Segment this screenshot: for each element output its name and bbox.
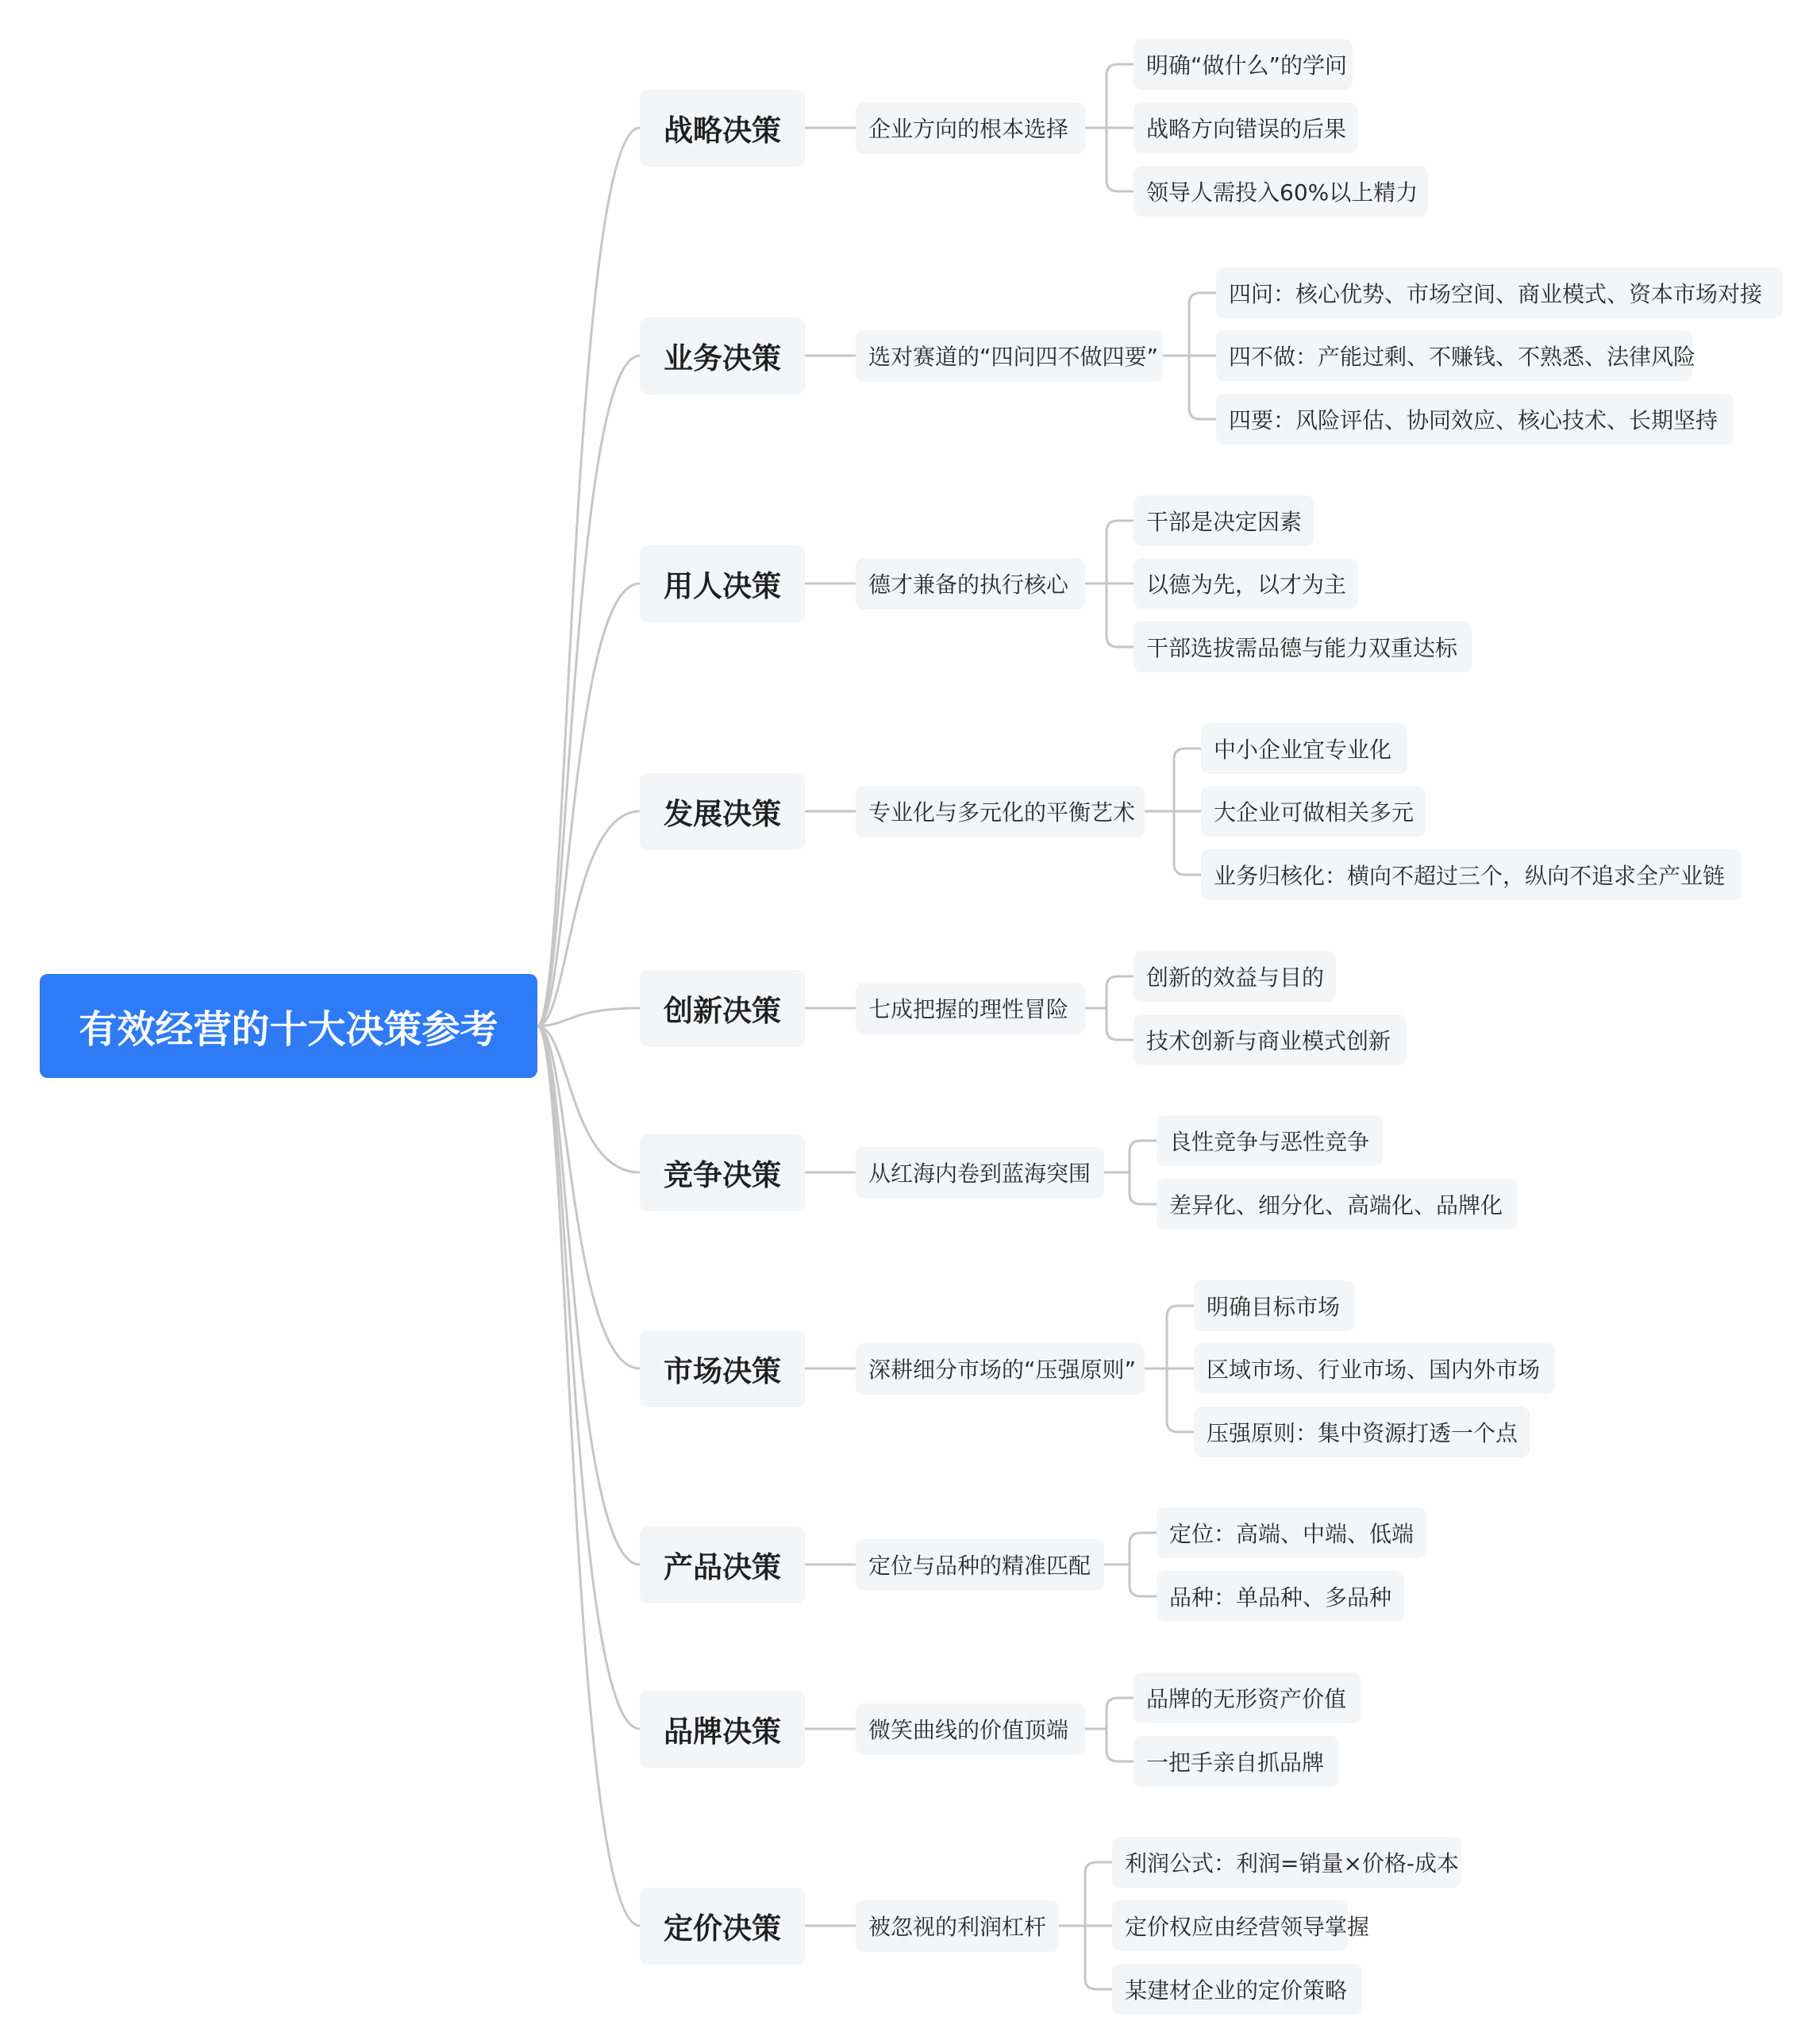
subtopic-label: 定位与品种的精准匹配 <box>868 1553 1091 1579</box>
subtopic-label: 企业方向的根本选择 <box>868 116 1069 142</box>
connector-line <box>1167 1368 1194 1432</box>
root-topic[interactable] <box>40 974 537 1078</box>
leaf-topic[interactable] <box>1134 951 1336 1002</box>
leaf-topic[interactable] <box>1134 1673 1361 1723</box>
connector-line <box>1107 976 1134 1008</box>
subtopic[interactable] <box>856 330 1163 382</box>
leaf-topic[interactable] <box>1157 1571 1404 1622</box>
leaf-topic-label: 区域市场、行业市场、国内外市场 <box>1207 1357 1541 1383</box>
leaf-topic[interactable] <box>1201 786 1426 837</box>
leaf-topic[interactable] <box>1134 622 1472 672</box>
connector-line <box>1107 64 1134 128</box>
branch-topic-label: 战略决策 <box>664 114 781 148</box>
connector-line <box>1174 749 1201 811</box>
leaf-topic[interactable] <box>1134 102 1358 153</box>
leaf-topic-label: 干部选拔需品德与能力双重达标 <box>1146 635 1458 661</box>
connector-line <box>1107 1008 1134 1040</box>
root-topic-label: 有效经营的十大决策参考 <box>79 1007 498 1052</box>
leaf-topic[interactable] <box>1112 1964 1362 2015</box>
leaf-topic[interactable] <box>1157 1179 1518 1230</box>
leaf-topic[interactable] <box>1201 849 1742 900</box>
connector-line <box>1107 128 1134 191</box>
branch-topic[interactable] <box>640 318 805 395</box>
leaf-topic[interactable] <box>1194 1343 1555 1394</box>
subtopic-label: 微笑曲线的价值顶端 <box>868 1717 1069 1743</box>
leaf-topic-label: 领导人需投入60%以上精力 <box>1146 179 1418 206</box>
leaf-topic-label: 品牌的无形资产价值 <box>1146 1686 1347 1712</box>
connector-line <box>537 1026 640 1927</box>
connector-line <box>1167 1306 1194 1368</box>
branch-topic[interactable] <box>640 1330 805 1407</box>
leaf-topic-label: 四不做：产能过剩、不赚钱、不熟悉、法律风险 <box>1229 344 1696 370</box>
subtopic[interactable] <box>856 1703 1085 1755</box>
leaf-topic-label: 四问：核心优势、市场空间、商业模式、资本市场对接 <box>1229 281 1763 307</box>
connector-line <box>1085 1862 1112 1926</box>
leaf-topic-label: 干部是决定因素 <box>1146 509 1303 535</box>
subtopic[interactable] <box>856 786 1145 837</box>
leaf-topic-label: 压强原则：集中资源打透一个点 <box>1207 1420 1518 1446</box>
subtopic-label: 从红海内卷到蓝海突围 <box>868 1161 1091 1187</box>
branch-topic[interactable] <box>640 1888 805 1965</box>
branch-topic-label: 品牌决策 <box>664 1715 781 1749</box>
branch-topic-label: 定价决策 <box>664 1911 781 1946</box>
leaf-topic[interactable] <box>1194 1407 1530 1457</box>
leaf-topic-label: 中小企业宜专业化 <box>1214 737 1392 763</box>
subtopic[interactable] <box>856 1900 1059 1952</box>
subtopic-label: 德才兼备的执行核心 <box>868 572 1069 598</box>
leaf-topic-label: 良性竞争与恶性竞争 <box>1169 1129 1370 1155</box>
connector-line <box>1130 1172 1157 1204</box>
leaf-topic-label: 以德为先，以才为主 <box>1146 572 1347 598</box>
leaf-topic[interactable] <box>1134 39 1353 90</box>
connector-line <box>1189 356 1216 419</box>
leaf-topic-label: 明确“做什么”的学问 <box>1146 52 1348 79</box>
connector-line <box>1130 1533 1157 1565</box>
subtopic[interactable] <box>856 102 1085 154</box>
connector-line <box>1107 583 1134 647</box>
connector-line <box>537 811 640 1026</box>
subtopic[interactable] <box>856 1147 1104 1199</box>
connector-line <box>537 356 640 1026</box>
leaf-topic[interactable] <box>1216 268 1783 318</box>
leaf-topic[interactable] <box>1134 1014 1407 1065</box>
branch-topic[interactable] <box>640 970 805 1047</box>
leaf-topic-label: 大企业可做相关多元 <box>1214 799 1414 826</box>
leaf-topic-label: 创新的效益与目的 <box>1146 964 1325 991</box>
branch-topic-label: 创新决策 <box>664 994 781 1028</box>
connector-line <box>1107 521 1134 583</box>
branch-topic-label: 产品决策 <box>664 1550 781 1584</box>
connector-line <box>537 1008 640 1026</box>
leaf-topic[interactable] <box>1216 330 1696 381</box>
leaf-topic-label: 业务归核化：横向不超过三个，纵向不追求全产业链 <box>1214 863 1726 889</box>
leaf-topic[interactable] <box>1157 1507 1426 1558</box>
leaf-topic-label: 品种：单品种、多品种 <box>1169 1584 1392 1611</box>
branch-topic-label: 发展决策 <box>664 797 781 831</box>
leaf-topic[interactable] <box>1134 1736 1339 1787</box>
connector-line <box>1130 1565 1157 1596</box>
subtopic[interactable] <box>856 1539 1104 1591</box>
leaf-topic[interactable] <box>1134 495 1314 546</box>
subtopic-label: 选对赛道的“四问四不做四要” <box>868 344 1159 370</box>
branch-topic[interactable] <box>640 773 805 850</box>
leaf-topic-label: 定价权应由经营领导掌握 <box>1125 1914 1370 1940</box>
connector-line <box>1174 811 1201 875</box>
connector-line <box>1085 1926 1112 1989</box>
branch-topic[interactable] <box>640 1691 805 1768</box>
leaf-topic[interactable] <box>1134 558 1358 609</box>
connector-line <box>1130 1141 1157 1172</box>
branch-topic-label: 竞争决策 <box>664 1158 781 1192</box>
leaf-topic-label: 差异化、细分化、高端化、品牌化 <box>1169 1192 1503 1218</box>
leaf-topic-label: 定位：高端、中端、低端 <box>1169 1521 1414 1547</box>
leaf-topic[interactable] <box>1157 1115 1383 1166</box>
branch-topic-label: 业务决策 <box>664 341 781 375</box>
subtopic[interactable] <box>856 1343 1145 1395</box>
leaf-topic-label: 四要：风险评估、协同效应、核心技术、长期坚持 <box>1229 407 1719 433</box>
branch-topic[interactable] <box>640 545 805 622</box>
leaf-topic-label: 明确目标市场 <box>1207 1294 1341 1320</box>
subtopic-label: 七成把握的理性冒险 <box>868 996 1069 1022</box>
leaf-topic-label: 某建材企业的定价策略 <box>1125 1977 1348 2004</box>
subtopic-label: 被忽视的利润杠杆 <box>868 1914 1047 1940</box>
leaf-topic-label: 利润公式：利润=销量×价格-成本 <box>1125 1850 1460 1877</box>
leaf-topic[interactable] <box>1194 1280 1355 1331</box>
subtopic[interactable] <box>856 558 1085 610</box>
leaf-topic-label: 技术创新与商业模式创新 <box>1146 1028 1391 1054</box>
connector-line <box>1107 1729 1134 1761</box>
branch-topic-label: 市场决策 <box>664 1354 781 1388</box>
subtopic[interactable] <box>856 983 1085 1034</box>
leaf-topic[interactable] <box>1134 166 1428 217</box>
connector-line <box>1107 1698 1134 1729</box>
leaf-topic[interactable] <box>1112 1837 1461 1888</box>
connector-line <box>1189 293 1216 356</box>
branch-topic[interactable] <box>640 1526 805 1603</box>
branch-topic[interactable] <box>640 90 805 167</box>
leaf-topic[interactable] <box>1216 394 1734 445</box>
subtopic-label: 深耕细分市场的“压强原则” <box>868 1357 1137 1383</box>
leaf-topic-label: 战略方向错误的后果 <box>1146 116 1347 142</box>
leaf-topic[interactable] <box>1201 723 1407 774</box>
branch-topic[interactable] <box>640 1134 805 1211</box>
subtopic-label: 专业化与多元化的平衡艺术 <box>868 799 1136 826</box>
leaf-topic[interactable] <box>1112 1900 1370 1951</box>
connector-line <box>537 128 640 1026</box>
branch-topic-label: 用人决策 <box>664 569 781 603</box>
leaf-topic-label: 一把手亲自抓品牌 <box>1146 1750 1325 1776</box>
